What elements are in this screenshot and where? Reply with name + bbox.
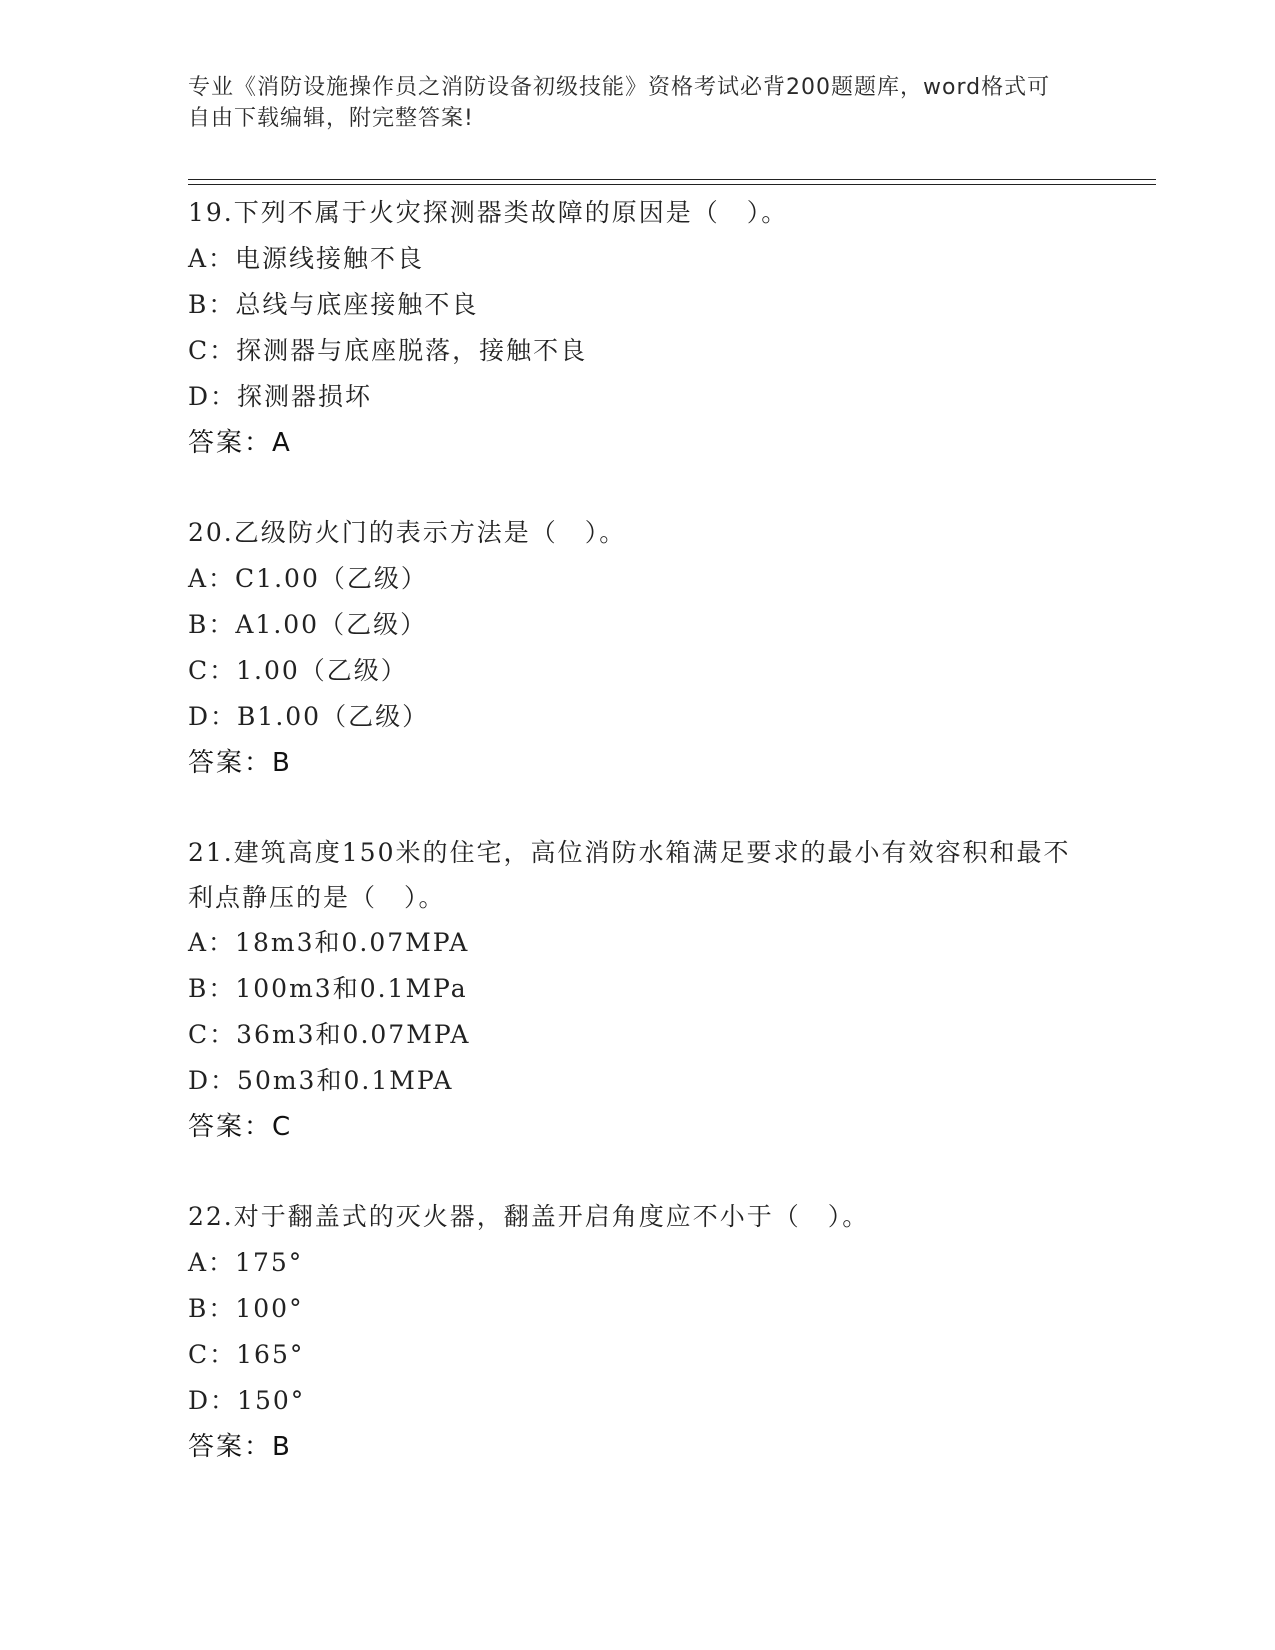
answer-line: 答案：B (188, 748, 292, 778)
option-b: B：100m3和0.1MPa (188, 974, 468, 1003)
option-c: C：1.00（乙级） (188, 656, 408, 685)
option-c: C：36m3和0.07MPA (188, 1020, 471, 1049)
question-22 (188, 1194, 1088, 1470)
option-a: A：C1.00（乙级） (188, 564, 428, 593)
option-a: A：175° (188, 1248, 304, 1277)
option-d: D：50m3和0.1MPA (188, 1066, 454, 1095)
question-list (188, 190, 1088, 1514)
answer-line: 答案：A (188, 428, 292, 458)
header-divider-bottom (188, 184, 1156, 185)
header-divider-top (188, 179, 1156, 180)
option-b: B：A1.00（乙级） (188, 610, 428, 639)
answer-line: 答案：C (188, 1112, 293, 1142)
option-d: D：B1.00（乙级） (188, 702, 430, 731)
question-20 (188, 510, 1088, 786)
document-header: 专业《消防设施操作员之消防设备初级技能》资格考试必背200题题库，word格式可自由下载编辑，附完整答案! (188, 75, 1051, 131)
question-stem: 19.下列不属于火灾探测器类故障的原因是（ ）。 (188, 198, 789, 227)
answer-line: 答案：B (188, 1432, 292, 1462)
question-stem: 20.乙级防火门的表示方法是（ ）。 (188, 518, 627, 547)
question-21 (188, 830, 1088, 1150)
option-d: D：150° (188, 1386, 306, 1415)
option-b: B：总线与底座接触不良 (188, 290, 479, 319)
question-stem: 21.建筑高度150米的住宅，高位消防水箱满足要求的最小有效容积和最不利点静压的是（ ）。 (188, 838, 1071, 912)
option-d: D：探测器损坏 (188, 382, 373, 411)
question-19 (188, 190, 1088, 466)
option-b: B：100° (188, 1294, 304, 1323)
option-c: C：探测器与底座脱落，接触不良 (188, 336, 588, 365)
option-a: A：电源线接触不良 (188, 244, 425, 273)
option-c: C：165° (188, 1340, 305, 1369)
question-stem: 22.对于翻盖式的灭火器，翻盖开启角度应不小于（ ）。 (188, 1202, 870, 1231)
option-a: A：18m3和0.07MPA (188, 928, 470, 957)
